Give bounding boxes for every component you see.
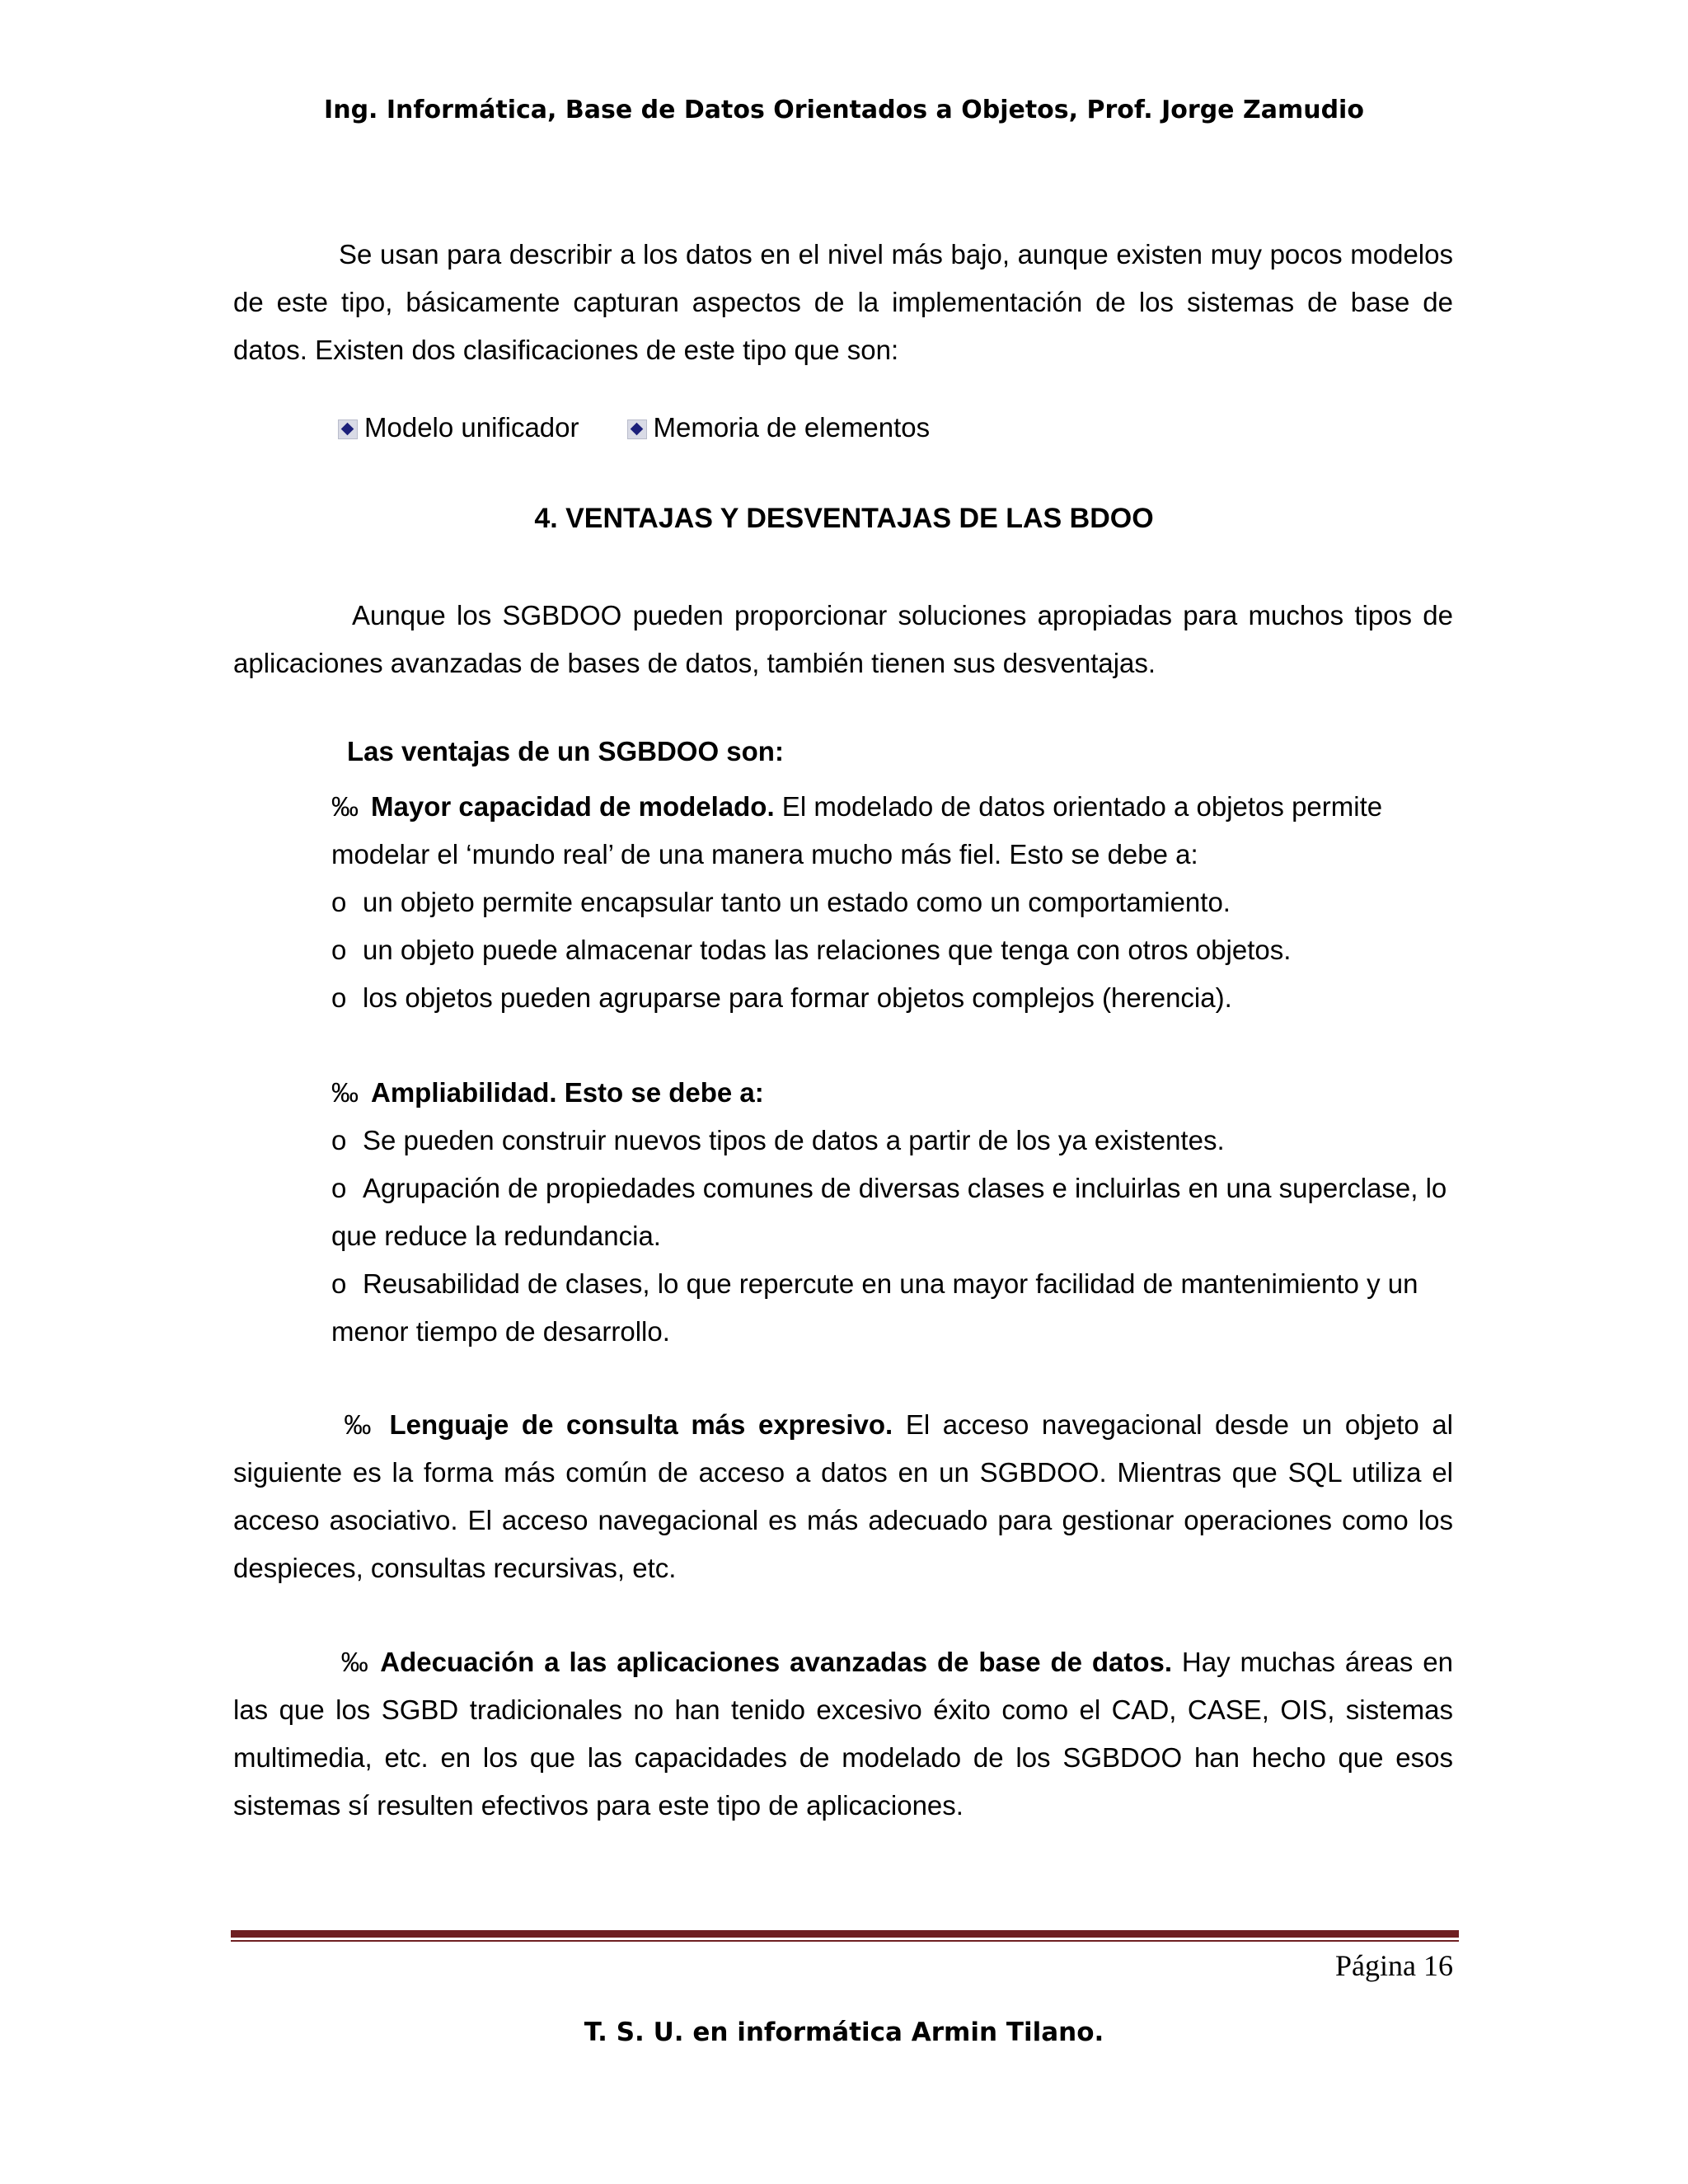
- permille-bullet: ‰: [339, 1647, 371, 1677]
- advantage-title: Adecuación a las aplicaciones avanzadas de base de datos.: [380, 1647, 1173, 1677]
- advantage-title: Mayor capacidad de modelado.: [371, 791, 775, 822]
- page-number: Página 16: [1335, 1949, 1453, 1982]
- list-item-text: un objeto permite encapsular tanto un estado como un comportamiento.: [363, 887, 1231, 917]
- advantages-heading: Las ventajas de un SGBDOO son:: [347, 736, 784, 766]
- bullet-item: [338, 412, 579, 443]
- list-item-text: los objetos pueden agruparse para formar objetos complejos (herencia).: [363, 982, 1232, 1013]
- section-title: 4. VENTAJAS Y DESVENTAJAS DE LAS BDOO: [534, 503, 1154, 534]
- advantage-advanced-apps: [233, 1638, 1453, 1830]
- o-bullet: o: [331, 935, 347, 965]
- advantage-text: Hay muchas áreas en las que los SGBD tradicionales no han tenido excesivo éxito como el CAD, CASE, OIS, sistemas multimedia, etc. en los que las capacidades de modelado de los SGBDOO han hecho que esos sistemas sí resulten efectivos para este tipo de aplicaciones.: [233, 1647, 1453, 1821]
- list-item: [331, 1260, 1452, 1356]
- advantage-text: El modelado de datos orientado a objetos permite modelar el ‘mundo real’ de una manera mucho más fiel. Esto se debe a:: [331, 791, 1383, 869]
- paragraph-2-text: Aunque los SGBDOO pueden proporcionar soluciones apropiadas para muchos tipos de aplicaciones avanzadas de bases de datos, también tienen sus desventajas.: [233, 600, 1453, 678]
- diamond-bullet-icon: [627, 419, 647, 439]
- advantage-modeling: [331, 783, 1452, 1022]
- advantage-title: Lenguaje de consulta más expresivo.: [389, 1409, 893, 1440]
- list-item-text: un objeto puede almacenar todas las relaciones que tenga con otros objetos.: [363, 935, 1292, 965]
- permille-bullet: ‰: [331, 791, 359, 822]
- page-footer: T. S. U. en informática Armin Tilano.: [584, 2018, 1104, 2047]
- permille-bullet: ‰: [339, 1409, 377, 1440]
- list-item: [331, 1117, 1452, 1165]
- list-item: [331, 879, 1452, 926]
- footer-rule: [231, 1930, 1459, 1938]
- list-item-text: Se pueden construir nuevos tipos de datos a partir de los ya existentes.: [363, 1125, 1225, 1155]
- bullet-item: [627, 412, 931, 443]
- intro-text: Se usan para describir a los datos en el nivel más bajo, aunque existen muy pocos modelos de este tipo, básicamente capturan aspectos de la implementación de los sistemas de base de datos. Existen dos clasificaciones de este tipo que son:: [233, 239, 1453, 365]
- o-bullet: o: [331, 1125, 347, 1155]
- permille-bullet: ‰: [331, 1077, 359, 1108]
- advantage-query-language: [233, 1401, 1453, 1592]
- page-header: Ing. Informática, Base de Datos Orientados a Objetos, Prof. Jorge Zamudio: [324, 96, 1364, 124]
- o-bullet: o: [331, 1268, 347, 1299]
- paragraph-2: [233, 592, 1453, 687]
- diamond-bullet-icon: [338, 419, 358, 439]
- list-item-text: Agrupación de propiedades comunes de diversas clases e incluirlas en una superclase, lo que reduce la redundancia.: [331, 1173, 1447, 1251]
- o-bullet: o: [331, 982, 347, 1013]
- list-item: [331, 926, 1452, 974]
- advantage-title: Ampliabilidad. Esto se debe a:: [371, 1077, 764, 1108]
- advantage-extensibility: [331, 1069, 1452, 1356]
- list-item: [331, 1165, 1452, 1260]
- o-bullet: o: [331, 887, 347, 917]
- footer-rule-thin: [231, 1940, 1459, 1942]
- intro-paragraph: [233, 231, 1453, 374]
- list-item: [331, 974, 1452, 1022]
- advantage-text: El acceso navegacional desde un objeto al siguiente es la forma más común de acceso a datos en un SGBDOO. Mientras que SQL utiliza el acceso asociativo. El acceso navegacional es más adecuado para gestionar operaciones como los despieces, consultas recursivas, etc.: [233, 1409, 1454, 1583]
- list-item-text: Reusabilidad de clases, lo que repercute en una mayor facilidad de mantenimiento y un menor tiempo de desarrollo.: [331, 1268, 1418, 1347]
- bullet-label: Modelo unificador: [364, 412, 579, 443]
- bullet-label: Memoria de elementos: [653, 412, 931, 443]
- o-bullet: o: [331, 1173, 347, 1203]
- classification-list: [338, 412, 930, 443]
